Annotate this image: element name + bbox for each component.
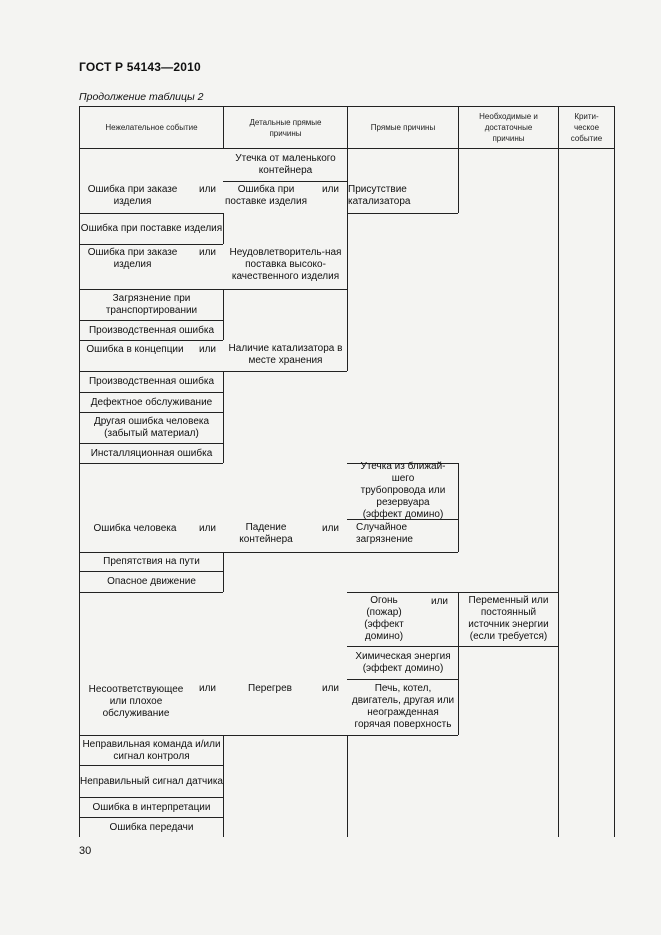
cell-interpretation-error: Ошибка в интерпретации xyxy=(92,801,211,813)
or-connector: или xyxy=(199,247,217,258)
cell-dangerous-motion: Опасное движение xyxy=(107,576,196,587)
cell-transmission-error: Ошибка передачи xyxy=(109,821,194,833)
cell-wrong-command: Неправильная команда и/или сигнал контроля xyxy=(82,738,221,762)
cell-delivery-error: Ошибка при поставке изделия xyxy=(80,223,223,234)
or-connector: или xyxy=(322,184,340,195)
cell-transport-contamination: Загрязнение при транспортировании xyxy=(105,293,198,316)
or-connector: или xyxy=(199,344,217,355)
or-connector: или xyxy=(199,184,217,195)
header-undesired-event: Нежелательное событие xyxy=(105,123,198,132)
cell-order-error-1: Ошибка при заказе изделия xyxy=(87,184,178,207)
cell-catalyst-presence: Присутствие катализатора xyxy=(348,184,411,207)
cell-overheat: Перегрев xyxy=(248,683,292,694)
table-continuation-caption: Продолжение таблицы 2 xyxy=(79,91,204,103)
cell-production-error-2: Производственная ошибка xyxy=(88,376,215,387)
cell-defective-service: Дефектное обслуживание xyxy=(90,396,213,408)
or-connector: или xyxy=(322,523,340,534)
cell-installation-error: Инсталляционная ошибка xyxy=(90,447,213,459)
cell-chemical-energy: Химическая энергия (эффект домино) xyxy=(355,650,451,674)
or-connector: или xyxy=(199,683,217,694)
cell-small-container-leak: Утечка от маленького контейнера xyxy=(235,153,336,176)
cell-energy-source: Переменный или постоянный источник энергии (если требуется) xyxy=(468,595,549,642)
cell-catalyst-in-storage: Наличие катализатора в месте хранения xyxy=(228,343,343,366)
standard-number: ГОСТ Р 54143—2010 xyxy=(79,60,201,74)
cell-container-fall: Падение контейнера xyxy=(239,522,293,545)
cell-wrong-signal: Неправильный сигнал датчика xyxy=(80,775,223,787)
cell-concept-error: Ошибка в концепции xyxy=(86,344,184,355)
or-connector: или xyxy=(199,523,217,534)
cell-fire: Огонь (пожар) (эффект домино) xyxy=(364,595,404,642)
cell-supply-error: Ошибка при поставке изделия xyxy=(225,184,307,207)
cell-other-human-error: Другая ошибка человека (забытый материал) xyxy=(93,416,210,439)
cell-obstacles: Препятствия на пути xyxy=(103,556,200,567)
cell-order-error-2: Ошибка при заказе изделия xyxy=(87,247,178,270)
page-number: 30 xyxy=(79,845,92,857)
header-critical-event: Крити-ческое событие xyxy=(570,112,603,143)
or-connector: или xyxy=(322,683,340,694)
or-connector: или xyxy=(431,596,449,607)
cell-human-error: Ошибка человека xyxy=(93,523,177,534)
cell-hot-surface: Печь, котел, двигатель, другая или неогражденная горячая поверхность xyxy=(351,683,455,730)
cell-poor-maintenance: Несоответствующее или плохое обслуживание xyxy=(88,684,184,719)
cell-low-quality-supply: Неудовлетворитель-ная поставка высоко-качественного изделия xyxy=(229,247,342,282)
header-detailed-direct-causes: Детальные прямые причины xyxy=(249,117,322,138)
header-necessary-sufficient-causes: Необходимые и достаточные причины xyxy=(479,112,538,143)
cell-accidental-contamination: Случайное загрязнение xyxy=(356,522,413,545)
cell-pipeline-leak: Утечка из ближай-шего трубопровода или резервуара (эффект домино) xyxy=(360,461,446,520)
header-direct-causes: Прямые причины xyxy=(370,123,436,132)
cell-production-error-1: Производственная ошибка xyxy=(88,324,215,336)
